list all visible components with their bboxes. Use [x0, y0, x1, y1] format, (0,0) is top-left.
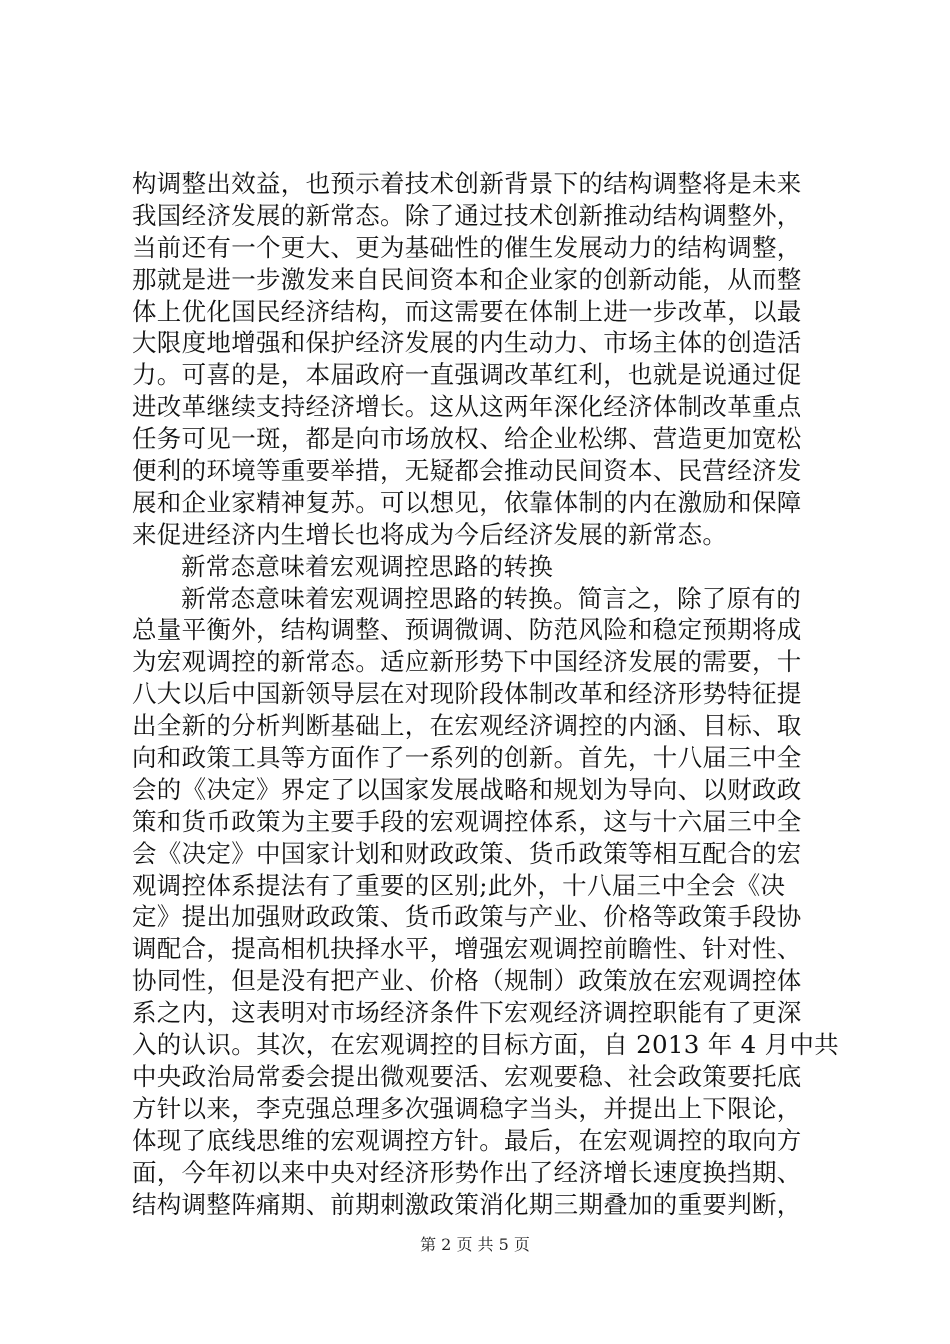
text-line: 出全新的分析判断基础上，在宏观经济调控的内涵、目标、取: [132, 711, 802, 741]
text-line: 会《决定》中国家计划和财政政策、货币政策等相互配合的宏: [132, 838, 802, 868]
text-line: 会的《决定》界定了以国家发展战略和规划为导向、以财政政: [132, 774, 802, 804]
page-number-label: 第 2 页 共 5 页: [420, 1235, 530, 1254]
text-line: 我国经济发展的新常态。除了通过技术创新推动结构调整外，: [132, 200, 802, 230]
text-line: 定》提出加强财政政策、货币政策与产业、价格等政策手段协: [132, 902, 802, 932]
text-line: 向和政策工具等方面作了一系列的创新。首先，十八届三中全: [132, 743, 802, 773]
text-line: 展和企业家精神复苏。可以想见，依靠体制的内在激励和保障: [132, 487, 802, 517]
text-line: 体上优化国民经济结构，而这需要在体制上进一步改革，以最: [132, 296, 802, 326]
text-line: 来促进经济内生增长也将成为今后经济发展的新常态。: [132, 519, 728, 549]
text-line: 新常态意味着宏观调控思路的转换。简言之，除了原有的: [181, 583, 801, 613]
text-line: 力。可喜的是，本届政府一直强调改革红利，也就是说通过促: [132, 360, 802, 390]
text-line: 观调控体系提法有了重要的区别;此外，十八届三中全会《决: [132, 870, 786, 900]
text-line: 协同性，但是没有把产业、价格（规制）政策放在宏观调控体: [132, 966, 802, 996]
page-footer: [0, 1234, 950, 1256]
text-line: 系之内，这表明对市场经济条件下宏观经济调控职能有了更深: [132, 998, 802, 1028]
text-line: 中央政治局常委会提出微观要活、宏观要稳、社会政策要托底: [132, 1061, 802, 1091]
text-line: 便利的环境等重要举措，无疑都会推动民间资本、民营经济发: [132, 456, 802, 486]
text-line: 入的认识。其次，在宏观调控的目标方面，自 2013 年 4 月中共: [132, 1030, 839, 1060]
text-line: 构调整出效益，也预示着技术创新背景下的结构调整将是未来: [132, 169, 802, 198]
text-line: 为宏观调控的新常态。适应新形势下中国经济发展的需要，十: [132, 647, 802, 677]
text-line: 面，今年初以来中央对经济形势作出了经济增长速度换挡期、: [132, 1157, 802, 1187]
text-line: 大限度地增强和保护经济发展的内生动力、市场主体的创造活: [132, 328, 802, 358]
text-line: 结构调整阵痛期、前期刺激政策消化期三期叠加的重要判断，: [132, 1189, 802, 1219]
text-line: 总量平衡外，结构调整、预调微调、防范风险和稳定预期将成: [132, 615, 802, 645]
text-line: 任务可见一斑，都是向市场放权、给企业松绑、营造更加宽松: [132, 424, 802, 454]
text-line: 进改革继续支持经济增长。这从这两年深化经济体制改革重点: [132, 392, 802, 422]
text-line: 策和货币政策为主要手段的宏观调控体系，这与十六届三中全: [132, 806, 802, 836]
text-line: 那就是进一步激发来自民间资本和企业家的创新动能，从而整: [132, 264, 802, 294]
text-line: 调配合，提高相机抉择水平，增强宏观调控前瞻性、针对性、: [132, 934, 802, 964]
body-text: [132, 168, 839, 1220]
text-line: 体现了底线思维的宏观调控方针。最后，在宏观调控的取向方: [132, 1125, 802, 1155]
section-heading: 新常态意味着宏观调控思路的转换: [181, 551, 553, 581]
text-line: 当前还有一个更大、更为基础性的催生发展动力的结构调整，: [132, 232, 802, 262]
text-line: 方针以来，李克强总理多次强调稳字当头，并提出上下限论，: [132, 1093, 802, 1123]
text-line: 八大以后中国新领导层在对现阶段体制改革和经济形势特征提: [132, 679, 802, 709]
